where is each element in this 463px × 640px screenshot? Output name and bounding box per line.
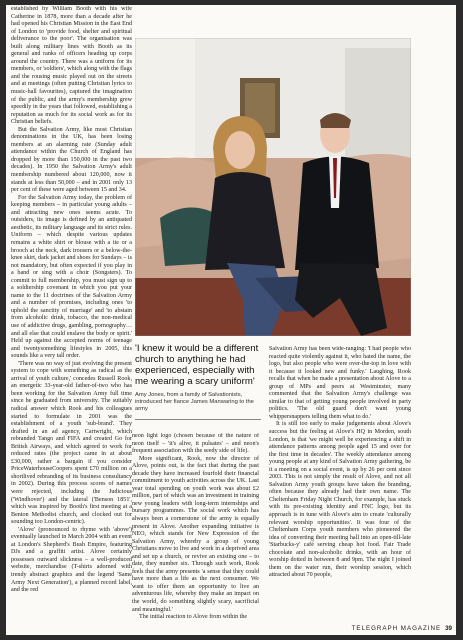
paragraph: established by William Booth with his wife Catherine in 1878, more than a decade after he had opened his Christian Mission in the East End of London to 'provide food, shelter and spiritual deliverance to the poor'. The organisation was built along military lines with Booth as its general and ranks of officers heading up corps around the country. There was a uniform for its members, or 'soldiers', which along with the flags and the rousing music played out on the streets and at meetings (often putting Christian lyrics to music-hall favourites), captured the imagination of the public, and the army's membership grew speedily in the years that followed, establishing a reputation as much for its social work as for its Christian beliefs.: [11, 6, 132, 126]
paragraph: 'Alove' (pronounced to rhyme with 'above') eventually launched in March 2004 with an event at London's Shepherd's Bush Empire, featuring DJs and a graffiti artist. Alove certainly possesses outward slickness – a well-produced website, merchandise (T-shirts adorned with trendy abstract graphics and the legend 'Same Army Next Generation'), a planned record label, and the red: [11, 526, 132, 594]
article-column-1: [11, 6, 132, 622]
pull-quote-text: 'I knew it would be a different church to anything he had experienced, especially with me wearing a scary uniform': [135, 343, 259, 387]
couple-photo: [135, 38, 411, 336]
magazine-name: TELEGRAPH MAGAZINE: [351, 625, 442, 632]
pull-quote: [135, 343, 261, 420]
paragraph: Salvation Army has been wide-ranging: 'I had people who reacted quite violently against it, who hated the name, the logo, but also people who were over-the-top in love with it because it looked new and funky.' Laughing, Rook recalls that when he made a presentation about Alove to a group of MPs and peers at Westminster, many commented that the Salvation Army's challenge was similar to that of getting young people involved in party politics. 'The old guard don't want young whippersnappers telling them what to do.': [269, 346, 411, 420]
page-footer: [352, 625, 452, 632]
page-number: 39: [445, 625, 452, 632]
paragraph: For the Salvation Army today, the problem of keeping members – in particular young adults – and attracting new ones seems acute. To outsiders, its image is defined by an antiquated aesthetic, its military language and its strict rules. Uniform – which despite various updates remains a white shirt or blouse with a tie or a brooch at the neck, dark trousers or a below-the-knee skirt, dark jacket and shoes for Sundays – is not mandatory, but often expected if you play in a band or sing with a choir (Songsters). To commit to full membership, you must sign up to a soldiership covenant in which you put your name to the 11 doctrines of the Salvation Army and a number of promises, including ones 'to uphold the sanctity of marriage' and 'to abstain from alcoholic drink, tobacco, the non-medical use of addictive drugs, gambling, pornography… and all else that could enslave the body or spirit.' Held up against the accepted norms of teenage and twentysomething lifestyles in 2005, this sounds like a very tall order.: [11, 194, 132, 360]
paragraph: 'There was no way of just evolving the present system to cope with something as radical as the arrival of youth culture,' concedes Russell Rook, an energetic 33-year-old father-of-two who has been working for the Salvation Army full time since he graduated from university. The suitably radical answer which Rook and his colleagues started to formulate in 2001 was the establishment of a youth 'sub-brand'. They drafted in an ad agency, Cartwright, which rebranded Tango and FIFA and created Go for British Airways, and which agreed to work for reduced rates (the project came in at about £30,000, rather a bargain if you consider PriceWaterhouseCoopers spent £70 million on a shortlived rebranding of its business consultancy in 2002). During this process scores of names were rejected, including the Judicious ('Windhover') and the lateral ('Benson 1851', which was inspired by Booth's first meeting at a Benton Methodist church, and clocked out for sounding too London-centric).: [11, 360, 132, 526]
paragraph: But the Salvation Army, like most Christian denominations in the UK, has been losing members at an alarming rate (Sunday adult attendance within the Church of England has dropped by more than 150,000 in the past two decades). In 1950 the Salvation Army's adult membership numbered about 120,000, now it stands at less than 50,000 – and in 2001 only 13 per cent of these were aged between 15 and 34.: [11, 126, 132, 194]
photo-caption: Amy Jones, from a family of Salvationists, introduced her fiance James Manwaring to the army: [135, 392, 254, 412]
paragraph: It is still too early to make judgements about Alove's success but the feeling at Alove's HQ in Morden, south London, is that 'we might well be experiencing a shift in attendance patterns among people aged 15 and over for the first time in decades'. The weekly attendance among young people at any kind of Salvation Army gathering, be it a meeting on a social event, is up by 26 per cent since 2003. This is not simply the result of Alove, and not all Salvation Army youth groups have taken the branding, often because they already had their own name. The Cheltenham Friday Night Church, for example, has stuck with its pre-existing identity and FNC logo, but its approach is in tune with Alove's aim to create 'culturally relevant worship opportunities'. It was four of the Cheltenham Corps youth members who pioneered the idea of converting their meeting hall into an open-till-late 'Starbucks-y' café serving cheap hot food. Fair Trade chocolate and non-alcoholic drinks, with an hour of worship dotted in between 8 and 9pm. The night I joined them on the water run, their worship session, which attracted about 70 people,: [269, 421, 411, 579]
paragraph: More significant, Rook, now the director of Alove, points out, is the fact that during the past decade they have increased fourfold their financial commitment to youth activities across the UK. Last year total spending on youth work was about £2 million, part of which was an investment in training new young leaders with long-term internships and bursary programmes. The social work which has always been a cornerstone of the army is equally present in Alove. Another expanding initiative is NEO, which stands for New Expression of the Salvation Army, whereby a group of young Christians move to live and work in a deprived area and set up a church, or revive an existing one – to date, they number six. Through such work, Rook feels that the army presents 'a sense that they could have more than a life as the next consumer. We want to offer them an opportunity to live an adventurous life, whereby they make an impact on the world, do something slightly scary, sacrificial and meaningful.': [132, 455, 259, 613]
article-column-2: [132, 433, 259, 623]
paragraph: neon light logo (chosen because of the nature of neon itself – 'it's alive, it pulsates' – and neon's frequent association with the seedy side of life).: [132, 433, 259, 455]
divider: [135, 419, 261, 420]
article-column-3: [269, 346, 411, 623]
paragraph: The initial reaction to Alove from within the: [139, 614, 248, 621]
magazine-page: [6, 5, 456, 635]
